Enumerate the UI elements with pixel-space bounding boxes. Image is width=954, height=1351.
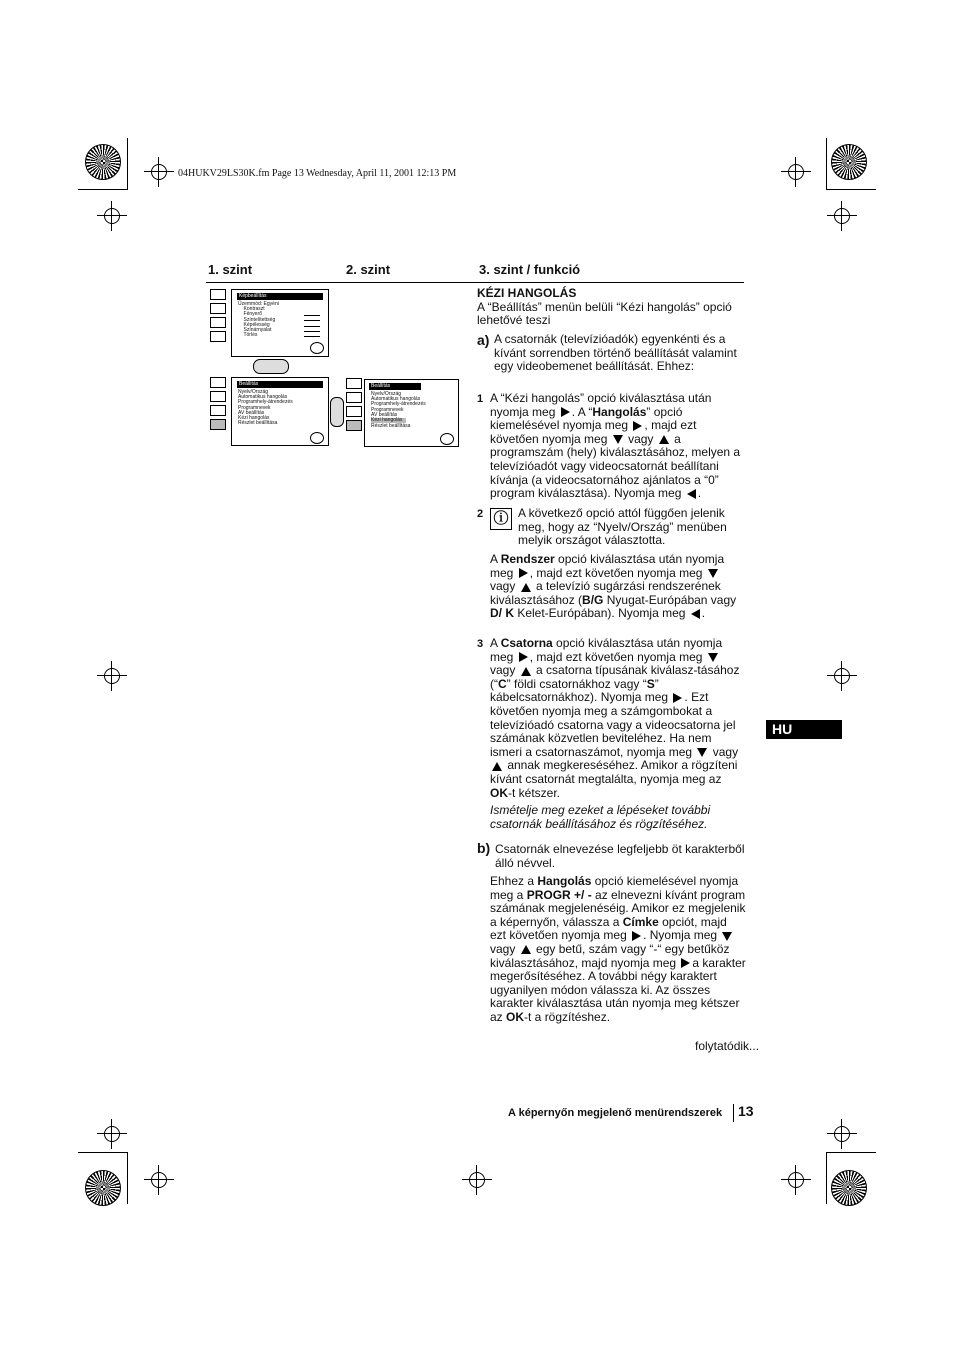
registration-star-br: [831, 1170, 867, 1206]
right-key-icon: [330, 397, 344, 427]
menu-selected-item: Kézi hangolás: [371, 418, 406, 423]
step1-text: A “Kézi hangolás” opció kiválasztása után nyomja meg . A “Hangolás” opció kiemelésével nyomja meg , majd ezt követően nyomja meg vagy a programszám (hely) kiválasztásához, melyen a televízióadót vagy videocsatornát beállítani kívánja (a videocsatornához ajánlatos a “0” program kiválasztása). Nyomja meg .: [490, 391, 741, 501]
footer-divider: [733, 1104, 734, 1122]
intro-text: A “Beállítás” menün belüli “Kézi hangolás” opció lehetővé teszi: [477, 299, 732, 328]
step2-note: A következő opció attól függően jelenik meg, hogy az “Nyelv/Ország” menüben melyik országot választotta.: [518, 506, 727, 548]
continued-text: folytatódik...: [695, 1039, 760, 1053]
menu-icon-column: [210, 289, 226, 342]
part-b-instructions: Ehhez a Hangolás opció kiemelésével nyomja meg a PROGR +/ - az elnevezni kívánt program számának megjelenéséig. Amikor ez megjelenik a képernyőn, válassza a Címke opciót, majd ezt követően nyomja meg . Nyomja meg vagy egy betű, szám vagy “-“ egy betűköz kiválasztásához, majd nyomja meg a karakter megerősítéséhez. A további négy karaktert ugyanilyen módon válassza ki. Az összes karakter kiválasztása után nyomja meg kétszer az OK-t a rögzítéshez.: [490, 874, 746, 1024]
down-key-icon: [253, 359, 289, 374]
registration-mark: [104, 208, 120, 224]
part-a-label: a): [477, 332, 490, 348]
step-number: 1: [477, 393, 484, 405]
registration-mark: [469, 1172, 485, 1188]
registration-mark: [788, 1172, 804, 1188]
menu-items: Üzemmód: Egyéni Kontraszt Fényerő Színtelítettség Képélesség Színárnyalat Törlés: [238, 301, 279, 339]
registration-mark: [834, 668, 850, 684]
info-icon: ⓘ: [490, 508, 512, 530]
part-b-text: Csatornák elnevezése legfeljebb öt karakterből álló névvel.: [495, 842, 745, 870]
part-b-label: b): [477, 840, 491, 856]
ok-icon: [440, 433, 454, 445]
registration-star-bl: [85, 1170, 121, 1206]
menu-items: Nyelv/Ország Automatikus hangolás Programhely-átrendezés Programnevek AV beállítás: [371, 391, 426, 418]
heading-rule: [206, 282, 744, 283]
repeat-note: Ismételje meg ezeket a lépéseket további csatornák beállításához és rögzítéséhez.: [490, 803, 711, 831]
section-heading: KÉZI HANGOLÁS: [477, 286, 577, 300]
file-header: 04HUKV29LS30K.fm Page 13 Wednesday, April 11, 2001 12:13 PM: [178, 168, 457, 179]
menu-title: Képbeállítás: [237, 293, 323, 300]
registration-mark: [104, 668, 120, 684]
column-heading-level1: 1. szint: [208, 262, 253, 277]
picture-menu-screen: [231, 289, 329, 357]
column-heading-level3: 3. szint / funkció: [479, 262, 581, 277]
registration-star-tr: [831, 144, 867, 180]
registration-mark: [151, 164, 167, 180]
menu-title: Beállítás: [369, 383, 421, 390]
menu-icon-column: [346, 378, 362, 431]
step2-text: A Rendszer opció kiválasztása után nyomja meg , majd ezt követően nyomja meg vagy a televízió sugárzási rendszerének kiválasztásához (B/G Nyugat-Európában vagy D/ K Kelet-Európában). Nyomja meg .: [490, 552, 737, 621]
language-tab: HU: [766, 720, 842, 739]
menu-items: Nyelv/Ország Automatikus hangolás Programhely-átrendezés Programnevek AV beállítás Kézi hangolás Részlet beállítása: [238, 389, 293, 427]
registration-mark: [788, 164, 804, 180]
page-number: 13: [738, 1103, 754, 1119]
step-number: 2: [477, 508, 484, 520]
manual-tuning-menu-screen: [364, 379, 459, 447]
registration-mark: [834, 1126, 850, 1142]
footer-title: A képernyőn megjelenő menürendszerek: [508, 1107, 723, 1119]
registration-star-tl: [85, 144, 121, 180]
ok-icon: [310, 432, 324, 444]
step3-text: A Csatorna opció kiválasztása után nyomja meg , majd ezt követően nyomja meg vagy a csatorna típusának kiválasz-tásához (“C” földi csatornákhoz vagy “S” kábelcsatornákhoz). Nyomja meg . Ezt követően nyomja meg a számgombokat a televízióadó csatorna vagy a videocsatorna jel számának közvetlen beviteléhez. Ha nem ismeri a csatornaszámot, nyomja meg vagy annak megkereséséhez. Amikor a rögzíteni kívánt csatornát megtalálta, nyomja meg az OK-t kétszer.: [490, 636, 740, 800]
registration-mark: [104, 1126, 120, 1142]
menu-last-item: Részlet beállítása: [371, 423, 411, 429]
menu-title: Beállítás: [237, 381, 323, 388]
part-a-text: A csatornák (televízióadók) egyenkénti és a kívánt sorrendben történő beállítását valamint egy videobemenet beállítását. Ehhez:: [494, 332, 737, 374]
registration-mark: [834, 208, 850, 224]
step-number: 3: [477, 638, 484, 650]
ok-icon: [310, 342, 324, 354]
registration-mark: [151, 1172, 167, 1188]
setup-menu-screen: [231, 377, 329, 446]
column-heading-level2: 2. szint: [346, 262, 391, 277]
menu-icon-column: [210, 377, 226, 430]
